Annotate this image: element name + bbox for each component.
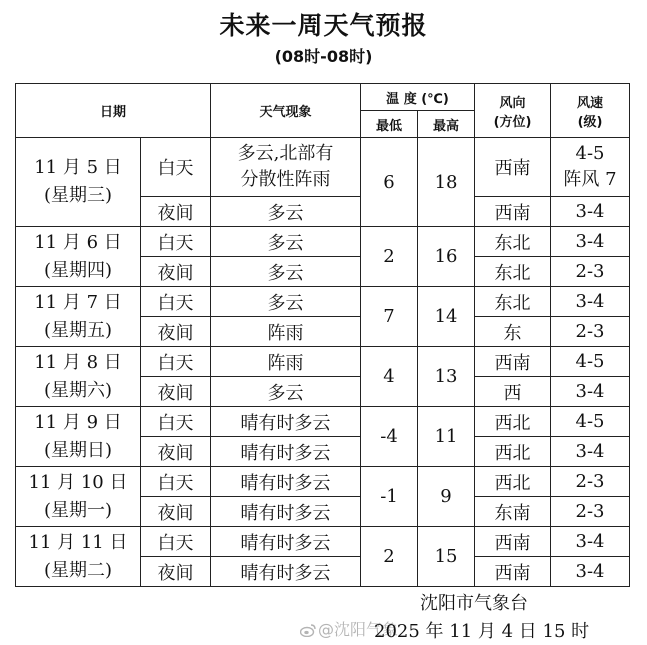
max-temp: 11	[418, 407, 475, 467]
wind-speed-night: 2-3	[551, 497, 630, 527]
wind-direction-day: 西南	[475, 347, 551, 377]
min-temp: 2	[361, 527, 418, 587]
weekday-text: (星期六)	[43, 379, 113, 401]
weekday-text: (星期三)	[43, 185, 113, 206]
date-text: 11 月 9 日	[34, 411, 122, 433]
min-temp: 6	[361, 138, 418, 227]
weekday-text: (星期四)	[43, 259, 113, 281]
max-temp: 15	[418, 527, 475, 587]
date-cell	[16, 287, 141, 347]
min-temp: -1	[361, 467, 418, 527]
header-weather: 天气现象	[211, 84, 361, 138]
table-row	[16, 138, 630, 197]
wind-speed-night: 3-4	[551, 197, 630, 227]
wind-direction-night: 东	[475, 317, 551, 347]
wind-direction-night: 西南	[475, 557, 551, 587]
header-max-temp: 最高	[418, 111, 475, 138]
min-temp: -4	[361, 407, 418, 467]
table-row	[16, 407, 630, 437]
wind-direction-day: 西北	[475, 407, 551, 437]
weibo-logo-icon	[300, 623, 316, 637]
weather-day	[211, 138, 361, 197]
weather-night: 多云	[211, 197, 361, 227]
date-cell	[16, 227, 141, 287]
date-cell	[16, 527, 141, 587]
date-text: 11 月 5 日	[34, 157, 122, 178]
watermark-text: @沈阳气象	[318, 620, 399, 639]
wind-speed-day: 2-3	[551, 467, 630, 497]
date-cell	[16, 407, 141, 467]
min-temp: 7	[361, 287, 418, 347]
wind-speed-night: 3-4	[551, 377, 630, 407]
period-night: 夜间	[141, 437, 211, 467]
min-temp: 4	[361, 347, 418, 407]
period-day: 白天	[141, 287, 211, 317]
min-temp: 2	[361, 227, 418, 287]
period-day: 白天	[141, 138, 211, 197]
wind-speed-day: 3-4	[551, 227, 630, 257]
wind-speed-night: 2-3	[551, 257, 630, 287]
table-row	[16, 287, 630, 317]
issue-time: 2025 年 11 月 4 日 15 时	[374, 621, 590, 642]
wind-direction-day: 西北	[475, 467, 551, 497]
table-row	[16, 227, 630, 257]
weather-night: 晴有时多云	[211, 497, 361, 527]
date-text: 11 月 6 日	[34, 231, 122, 253]
wind-direction-night: 西南	[475, 197, 551, 227]
wind-direction-day: 东北	[475, 287, 551, 317]
wind-speed-day	[551, 138, 630, 197]
date-text: 11 月 7 日	[34, 291, 122, 313]
max-temp: 9	[418, 467, 475, 527]
wind-direction-night: 西北	[475, 437, 551, 467]
weather-night: 多云	[211, 257, 361, 287]
period-night: 夜间	[141, 557, 211, 587]
table-row	[16, 347, 630, 377]
wind-speed-night: 3-4	[551, 437, 630, 467]
weekday-text: (星期日)	[43, 439, 113, 461]
date-cell	[16, 347, 141, 407]
wind-speed-night: 2-3	[551, 317, 630, 347]
max-temp: 13	[418, 347, 475, 407]
header-min-temp: 最低	[361, 111, 418, 138]
max-temp: 18	[418, 138, 475, 227]
period-day: 白天	[141, 527, 211, 557]
period-day: 白天	[141, 407, 211, 437]
period-day: 白天	[141, 227, 211, 257]
weather-day: 多云	[211, 227, 361, 257]
header-temperature: 温 度 (℃)	[361, 84, 475, 111]
weekday-text: (星期一)	[43, 499, 113, 521]
wind-speed-day: 3-4	[551, 527, 630, 557]
date-text: 11 月 11 日	[28, 531, 128, 553]
header-wind-speed-line2: (级)	[577, 114, 603, 130]
table-row	[16, 527, 630, 557]
header-wind-direction-line2: (方位)	[493, 114, 532, 130]
header-wind-direction	[475, 84, 551, 138]
max-temp: 16	[418, 227, 475, 287]
period-night: 夜间	[141, 197, 211, 227]
wind-speed-day: 4-5	[551, 347, 630, 377]
weather-day: 多云	[211, 287, 361, 317]
weather-night: 多云	[211, 377, 361, 407]
date-text: 11 月 10 日	[28, 471, 128, 493]
weekday-text: (星期二)	[43, 559, 113, 581]
header-wind-direction-line1: 风向	[499, 95, 526, 111]
weather-night: 阵雨	[211, 317, 361, 347]
period-night: 夜间	[141, 317, 211, 347]
page-title: 未来一周天气预报	[219, 11, 428, 40]
forecast-table	[15, 83, 630, 587]
weather-day-line2: 分散性阵雨	[240, 169, 331, 190]
weather-day-line1: 多云,北部有	[237, 143, 334, 164]
period-night: 夜间	[141, 257, 211, 287]
date-cell	[16, 138, 141, 227]
header-wind-speed	[551, 84, 630, 138]
wind-speed-day: 3-4	[551, 287, 630, 317]
header-wind-speed-line1: 风速	[577, 95, 604, 111]
wind-direction-day: 东北	[475, 227, 551, 257]
weather-day: 晴有时多云	[211, 407, 361, 437]
wind-direction-night: 西	[475, 377, 551, 407]
weather-day: 晴有时多云	[211, 467, 361, 497]
wind-direction-night: 东南	[475, 497, 551, 527]
page-subtitle: (08时-08时)	[274, 47, 373, 66]
table-row	[16, 467, 630, 497]
wind-speed-day: 4-5	[551, 407, 630, 437]
weather-day: 晴有时多云	[211, 527, 361, 557]
issuing-office: 沈阳市气象台	[420, 593, 528, 614]
wind-direction-day: 西南	[475, 527, 551, 557]
wind-speed-day-line2: 阵风 7	[563, 169, 617, 190]
weather-day: 阵雨	[211, 347, 361, 377]
header-row-1	[16, 84, 630, 111]
weekday-text: (星期五)	[43, 319, 113, 341]
header-date: 日期	[16, 84, 211, 138]
weather-night: 晴有时多云	[211, 557, 361, 587]
date-text: 11 月 8 日	[34, 351, 122, 373]
period-day: 白天	[141, 347, 211, 377]
weather-night: 晴有时多云	[211, 437, 361, 467]
wind-direction-day: 西南	[475, 138, 551, 197]
period-night: 夜间	[141, 377, 211, 407]
wind-direction-night: 东北	[475, 257, 551, 287]
wind-speed-night: 3-4	[551, 557, 630, 587]
period-night: 夜间	[141, 497, 211, 527]
date-cell	[16, 467, 141, 527]
period-day: 白天	[141, 467, 211, 497]
wind-speed-day-line1: 4-5	[575, 143, 605, 164]
max-temp: 14	[418, 287, 475, 347]
